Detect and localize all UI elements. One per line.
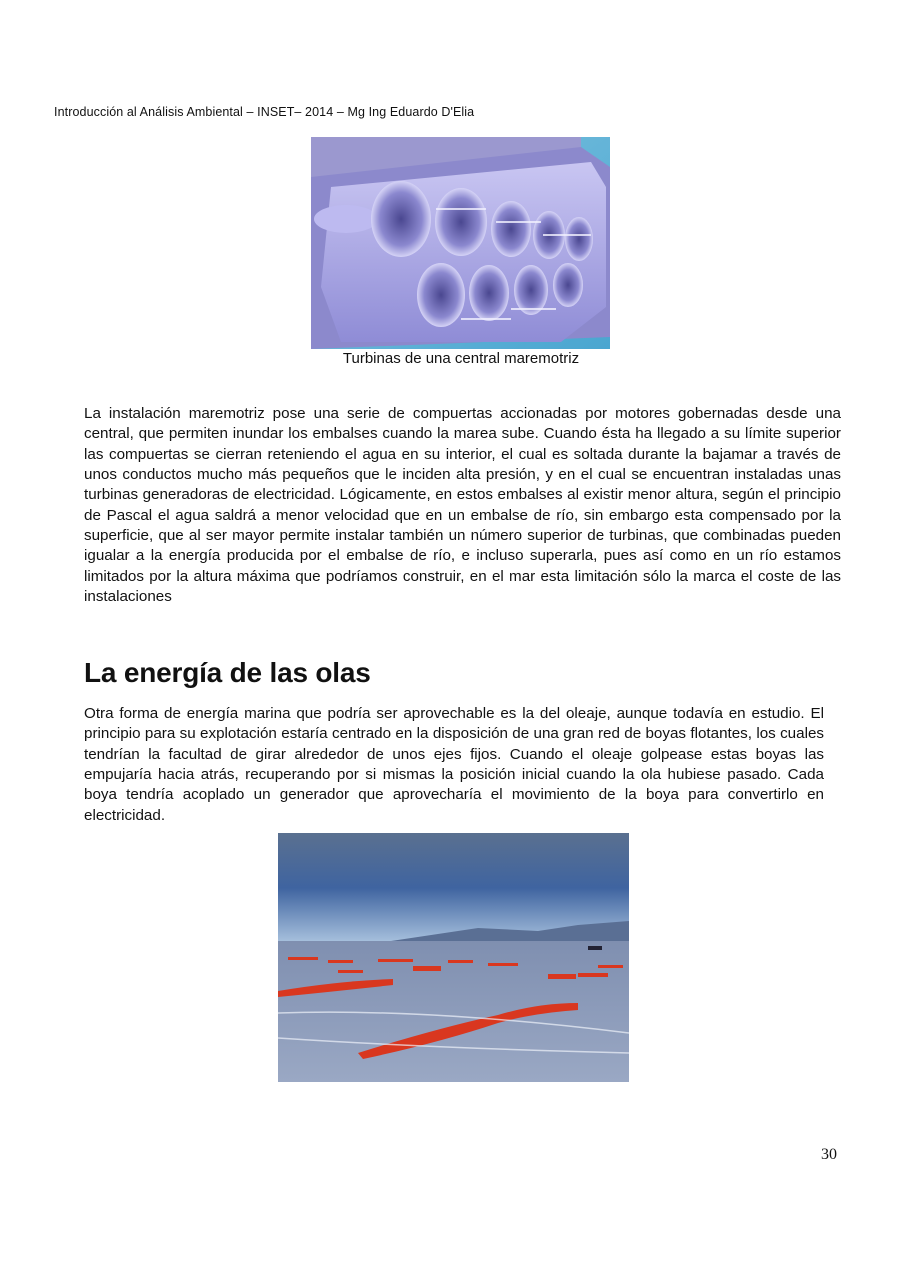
paragraph-wave-energy: Otra forma de energía marina que podría ser aprovechable es la del oleaje, aunque todavía en estudio. El principio para su explotación estaría centrado en la disposición de una gran red de boyas flotantes, los cuales tendrían la facultad de girar alrededor de unos ejes fijos. Cuando el oleaje golpease estas boyas las empujaría hacia atrás, recuperando por si mismas la posición inicial cuando la ola hubiese pasado. Cada boya tendría acoplado un generador que aprovecharía el movimiento de la boya para convertirlo en electricidad. xyxy=(84,705,824,824)
paragraph-tidal-installation: La instalación maremotriz pose una serie de compuertas accionadas por motores gobernadas desde una central, que permiten inundar los embalses cuando la marea sube. Cuando ésta ha llegado a su límite superior las compuertas se cierran reteniendo el agua en su interior, el cual es soltada durante la bajamar a través de unos conductos mucho más pequeños que le inciden alta presión, y en el cual se encuentran instaladas unas turbinas generadoras de electricidad. Lógicamente, en estos embalses al existir menor altura, según el principio de Pascal el agua saldrá a menor velocidad que en un embalse de río, sin embargo esta compensado por la superficie, que al ser mayor permite instalar también un número superior de turbinas, que combinadas pueden igualar a la energía producida por el embalse de río, e incluso superarla, pues así como en un río estamos limitados por la altura máxima que podríamos construir, en el mar esta limitación sólo la marca el coste de las instalaciones xyxy=(84,405,841,605)
wave-buoys-figure xyxy=(278,833,629,1082)
tidal-turbines-illustration-icon xyxy=(311,137,610,349)
running-header: Introducción al Análisis Ambiental – INSET– 2014 – Mg Ing Eduardo D'Elia xyxy=(54,105,475,119)
wave-buoys-photo-icon xyxy=(278,833,629,1082)
page-number: 30 xyxy=(821,1146,837,1163)
figure-caption: Turbinas de una central maremotriz xyxy=(342,350,580,367)
section-heading: La energía de las olas xyxy=(84,657,371,689)
tidal-turbines-figure xyxy=(311,137,610,349)
